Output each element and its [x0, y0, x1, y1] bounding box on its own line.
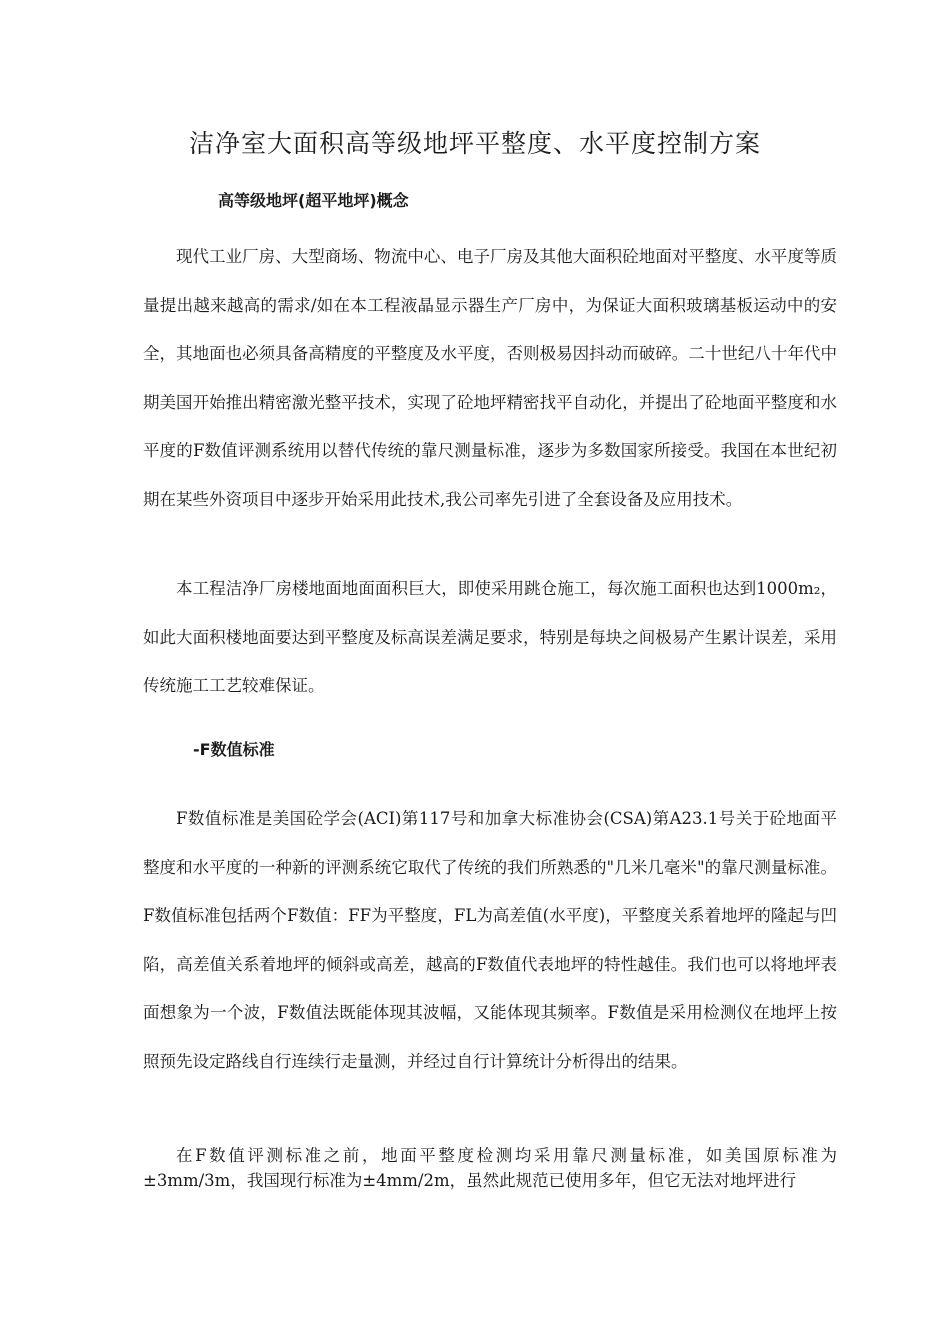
section-heading-concept: 高等级地坪(超平地坪)概念 [218, 191, 409, 210]
paragraph-project-area: 本工程洁净厂房楼地面地面面积巨大，即使采用跳仓施工，每次施工面积也达到1000m₂，如此大面积楼地面要达到平整度及标高误差满足要求，特别是每块之间极易产生累计误差，采用传统施工工艺较难保证。 [143, 579, 837, 695]
section-heading-f-number: -F数值标准 [193, 740, 275, 759]
paragraph-intro: 现代工业厂房、大型商场、物流中心、电子厂房及其他大面积砼地面对平整度、水平度等质量提出越来越高的需求/如在本工程液晶显示器生产厂房中，为保证大面积玻璃基板运动中的安全，其地面也必须具备高精度的平整度及水平度，否则极易因抖动而破碎。二十世纪八十年代中期美国开始推出精密激光整平技术，实现了砼地坪精密找平自动化，并提出了砼地面平整度和水平度的F数值评测系统用以替代传统的靠尺测量标准，逐步为多数国家所接受。我国在本世纪初期在某些外资项目中逐步开始采用此技术,我公司率先引进了全套设备及应用技术。 [143, 247, 837, 509]
paragraph-before-f-number: 在F数值评测标准之前，地面平整度检测均采用靠尺测量标准，如美国原标准为±3mm/3m，我国现行标准为±4mm/2m，虽然此规范已使用多年，但它无法对地坪进行 [143, 1146, 837, 1190]
document-title: 洁净室大面积高等级地坪平整度、水平度控制方案 [188, 129, 761, 158]
paragraph-f-number-standard: F数值标准是美国砼学会(ACI)第117号和加拿大标准协会(CSA)第A23.1号关于砼地面平整度和水平度的一种新的评测系统它取代了传统的我们所熟悉的"几米几毫米"的靠尺测量标准。F数值标准包括两个F数值：FF为平整度，FL为高差值(水平度)，平整度关系着地坪的隆起与凹陷，高差值关系着地坪的倾斜或高差，越高的F数值代表地坪的特性越佳。我们也可以将地坪表面想象为一个波，F数值法既能体现其波幅，又能体现其频率。F数值是采用检测仪在地坪上按照预先设定路线自行连续行走量测，并经过自行计算统计分析得出的结果。 [143, 809, 837, 1071]
